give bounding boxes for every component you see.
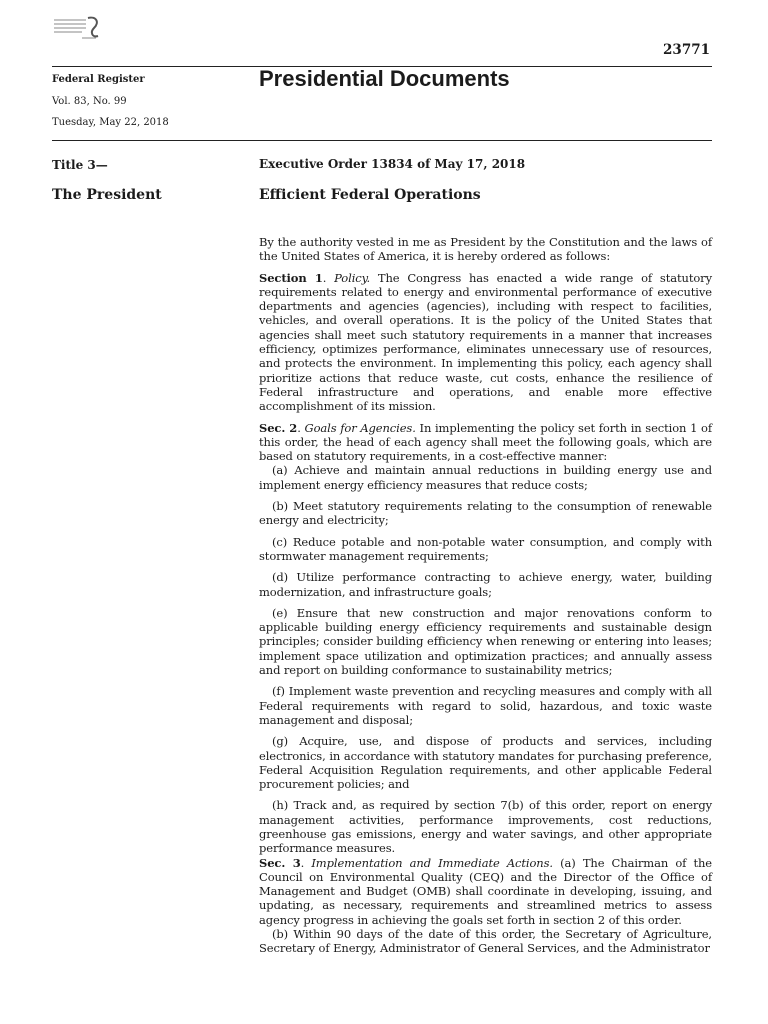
section-1-title: Policy.	[334, 270, 371, 285]
section-1-text: The Congress has enacted a wide range of statutory requirements related to energy and environmental performance of executive departments and agencies (agencies), including with respect to facilities, vehicles, and overall operations. It is the policy of the United States that agencies shall meet such statutory requirements in a manner that increases efficiency, optimizes performance, eliminates unnecessary use of resources, and protects the environment. In implementing this policy, each agency shall prioritize actions that reduce waste, cut costs, enhance the resilience of Federal infrastructure and operations, and enable more effective accomplishment of its mission.	[259, 270, 712, 414]
executive-order-number: Executive Order 13834 of May 17, 2018	[259, 157, 526, 171]
section-1: Section 1. Policy. The Congress has enacted a wide range of statutory requirements related to energy and environmental performance of executive departments and agencies (agencies), including with respect to facilities, vehicles, and overall operations. It is the policy of the United States that agencies shall meet such statutory requirements in a manner that increases efficiency, optimizes performance, eliminates unnecessary use of resources, and protects the environment. In implementing this policy, each agency shall prioritize actions that reduce waste, cut costs, enhance the resilience of Federal infrastructure and operations, and enable more effective accomplishment of its mission.	[259, 270, 712, 414]
section-2-item-c: (c) Reduce potable and non-potable water consumption, and comply with stormwater management requirements;	[259, 534, 712, 563]
register-volume: Vol. 83, No. 99	[52, 96, 127, 107]
header-bottom-rule	[52, 140, 712, 141]
section-2-item-f: (f) Implement waste prevention and recycling measures and comply with all Federal requirements with regard to solid, hazardous, and toxic waste management and disposal;	[259, 684, 712, 727]
register-date: Tuesday, May 22, 2018	[52, 117, 169, 128]
page-number: 23771	[663, 42, 710, 58]
section-2-title: Goals for Agencies.	[304, 420, 416, 435]
section-2-item-e: (e) Ensure that new construction and major renovations conform to applicable building energy efficiency requirements and sustainable design principles; consider building efficiency when renewing or entering into leases; implement space utilization and optimization practices; and annually assess and report on building conformance to sustainability metrics;	[259, 605, 712, 678]
government-publishing-office-logo-icon	[52, 14, 104, 42]
order-subject: Efficient Federal Operations	[259, 187, 481, 203]
president-label: The President	[52, 187, 162, 203]
section-3-item-b: (b) Within 90 days of the date of this order, the Secretary of Agriculture, Secretary of Energy, Administrator of General Services, and the Administrator	[259, 927, 712, 956]
section-2: Sec. 2. Goals for Agencies. In implementing the policy set forth in section 1 of this order, the head of each agency shall meet the following goals, which are based on statutory requirements, in a cost-effective manner:	[259, 420, 712, 464]
section-2-item-h: (h) Track and, as required by section 7(b) of this order, report on energy management activities, performance improvements, cost reductions, greenhouse gas emissions, energy and water savings, and other appropriate performance measures.	[259, 798, 712, 856]
section-3: Sec. 3. Implementation and Immediate Actions. (a) The Chairman of the Council on Environmental Quality (CEQ) and the Director of the Office of Management and Budget (OMB) shall coordinate in developing, issuing, and updating, as necessary, requirements and streamlined metrics to assess agency progress in achieving the goals set forth in section 2 of this order.	[259, 855, 712, 927]
section-2-item-g: (g) Acquire, use, and dispose of products and services, including electronics, in accordance with statutory mandates for purchasing preference, Federal Acquisition Regulation requirements, and other applicable Federal procurement policies; and	[259, 734, 712, 792]
section-2-text: In implementing the policy set forth in section 1 of this order, the head of each agency shall meet the following goals, which are based on statutory requirements, in a cost-effective manner:	[259, 420, 712, 464]
title-label: Title 3—	[52, 158, 108, 172]
section-2-item-a: (a) Achieve and maintain annual reductions in building energy use and implement energy efficiency measures that reduce costs;	[259, 463, 712, 492]
section-2-lead: Sec. 2	[259, 420, 298, 435]
order-body	[259, 235, 712, 956]
page-title: Presidential Documents	[259, 66, 510, 91]
section-2-item-b: (b) Meet statutory requirements relating to the consumption of renewable energy and electricity;	[259, 499, 712, 528]
section-3-text: (a) The Chairman of the Council on Environmental Quality (CEQ) and the Director of the Office of Management and Budget (OMB) shall coordinate in developing, issuing, and updating, as necessary, requirements and streamlined metrics to assess agency progress in achieving the goals set forth in section 2 of this order.	[259, 855, 712, 927]
intro-paragraph: By the authority vested in me as President by the Constitution and the laws of the United States of America, it is hereby ordered as follows:	[259, 235, 712, 264]
section-1-lead: Section 1	[259, 270, 323, 285]
section-3-title: Implementation and Immediate Actions.	[311, 855, 553, 870]
register-name: Federal Register	[52, 74, 145, 85]
section-2-item-d: (d) Utilize performance contracting to achieve energy, water, building modernization, and infrastructure goals;	[259, 570, 712, 599]
section-3-lead: Sec. 3	[259, 855, 301, 870]
